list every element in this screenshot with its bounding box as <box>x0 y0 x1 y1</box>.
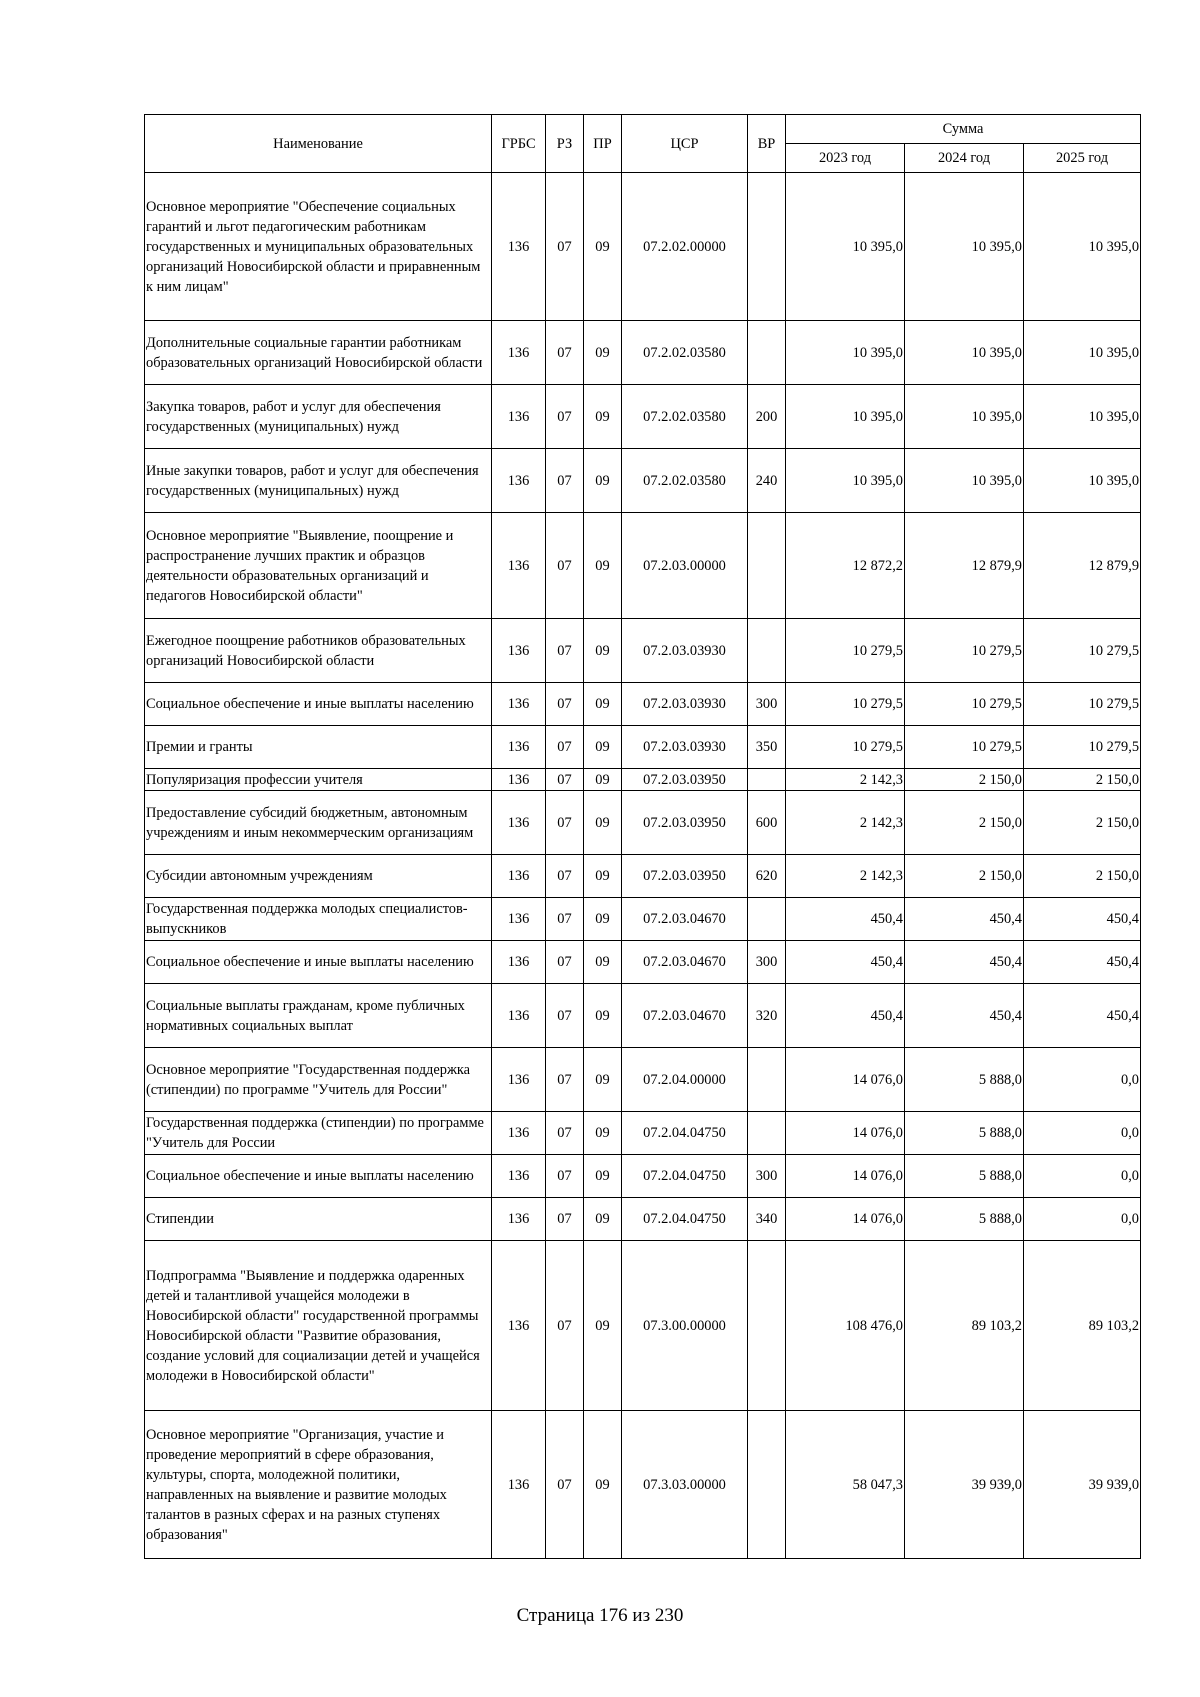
cell-csr: 07.2.02.03580 <box>622 385 748 449</box>
cell-rz: 07 <box>546 321 584 385</box>
cell-vr: 340 <box>748 1198 786 1241</box>
cell-csr: 07.2.03.04670 <box>622 941 748 984</box>
table-row <box>145 898 1141 941</box>
cell-grbs: 136 <box>492 385 546 449</box>
cell-csr: 07.2.03.04670 <box>622 898 748 941</box>
cell-csr: 07.2.02.03580 <box>622 449 748 513</box>
cell-y2025: 2 150,0 <box>1024 855 1141 898</box>
cell-y2024: 12 879,9 <box>905 513 1024 619</box>
cell-rz: 07 <box>546 683 584 726</box>
cell-y2025: 0,0 <box>1024 1048 1141 1112</box>
cell-vr: 350 <box>748 726 786 769</box>
cell-csr: 07.2.03.04670 <box>622 984 748 1048</box>
cell-name: Закупка товаров, работ и услуг для обеспечения государственных (муниципальных) нужд <box>145 385 492 449</box>
cell-y2023: 450,4 <box>786 941 905 984</box>
cell-y2023: 14 076,0 <box>786 1155 905 1198</box>
cell-rz: 07 <box>546 619 584 683</box>
cell-grbs: 136 <box>492 769 546 791</box>
cell-vr: 300 <box>748 941 786 984</box>
cell-pr: 09 <box>584 1241 622 1411</box>
cell-csr: 07.2.02.03580 <box>622 321 748 385</box>
cell-csr: 07.3.03.00000 <box>622 1411 748 1559</box>
cell-name: Субсидии автономным учреждениям <box>145 855 492 898</box>
cell-y2024: 2 150,0 <box>905 855 1024 898</box>
table-row <box>145 321 1141 385</box>
table-row <box>145 1411 1141 1559</box>
cell-pr: 09 <box>584 449 622 513</box>
cell-vr <box>748 321 786 385</box>
cell-pr: 09 <box>584 1112 622 1155</box>
cell-y2024: 5 888,0 <box>905 1155 1024 1198</box>
cell-y2024: 5 888,0 <box>905 1048 1024 1112</box>
cell-y2024: 10 279,5 <box>905 683 1024 726</box>
cell-grbs: 136 <box>492 1112 546 1155</box>
cell-vr <box>748 898 786 941</box>
table-row <box>145 513 1141 619</box>
cell-y2025: 10 395,0 <box>1024 173 1141 321</box>
cell-rz: 07 <box>546 385 584 449</box>
cell-grbs: 136 <box>492 726 546 769</box>
cell-rz: 07 <box>546 1155 584 1198</box>
header-csr: ЦСР <box>622 115 748 173</box>
cell-y2023: 10 395,0 <box>786 449 905 513</box>
header-grbs: ГРБС <box>492 115 546 173</box>
cell-vr <box>748 1048 786 1112</box>
cell-rz: 07 <box>546 726 584 769</box>
cell-y2023: 10 279,5 <box>786 683 905 726</box>
table-row <box>145 173 1141 321</box>
cell-vr <box>748 1112 786 1155</box>
cell-csr: 07.2.03.03950 <box>622 791 748 855</box>
cell-grbs: 136 <box>492 1155 546 1198</box>
cell-grbs: 136 <box>492 984 546 1048</box>
cell-pr: 09 <box>584 726 622 769</box>
cell-rz: 07 <box>546 855 584 898</box>
cell-name: Социальное обеспечение и иные выплаты населению <box>145 683 492 726</box>
cell-y2025: 39 939,0 <box>1024 1411 1141 1559</box>
cell-y2023: 14 076,0 <box>786 1112 905 1155</box>
table-row <box>145 726 1141 769</box>
cell-y2024: 450,4 <box>905 898 1024 941</box>
cell-vr: 600 <box>748 791 786 855</box>
cell-csr: 07.2.03.03930 <box>622 619 748 683</box>
cell-vr <box>748 173 786 321</box>
cell-grbs: 136 <box>492 449 546 513</box>
header-year-2023: 2023 год <box>786 144 905 173</box>
cell-y2025: 10 279,5 <box>1024 683 1141 726</box>
cell-grbs: 136 <box>492 898 546 941</box>
cell-vr <box>748 1241 786 1411</box>
cell-vr <box>748 1411 786 1559</box>
cell-grbs: 136 <box>492 619 546 683</box>
budget-table <box>144 114 1141 1559</box>
cell-csr: 07.2.03.03930 <box>622 726 748 769</box>
cell-y2025: 10 395,0 <box>1024 449 1141 513</box>
cell-csr: 07.2.03.00000 <box>622 513 748 619</box>
cell-pr: 09 <box>584 898 622 941</box>
table-row <box>145 1155 1141 1198</box>
cell-rz: 07 <box>546 791 584 855</box>
table-row <box>145 449 1141 513</box>
cell-name: Основное мероприятие "Государственная поддержка (стипендии) по программе "Учитель для России" <box>145 1048 492 1112</box>
cell-vr <box>748 619 786 683</box>
cell-y2024: 39 939,0 <box>905 1411 1024 1559</box>
cell-vr: 200 <box>748 385 786 449</box>
cell-y2025: 0,0 <box>1024 1112 1141 1155</box>
cell-rz: 07 <box>546 941 584 984</box>
cell-vr <box>748 769 786 791</box>
table-row <box>145 769 1141 791</box>
table-row <box>145 619 1141 683</box>
cell-name: Предоставление субсидий бюджетным, автономным учреждениям и иным некоммерческим организациям <box>145 791 492 855</box>
cell-pr: 09 <box>584 855 622 898</box>
cell-y2023: 2 142,3 <box>786 791 905 855</box>
cell-csr: 07.2.04.00000 <box>622 1048 748 1112</box>
cell-y2023: 2 142,3 <box>786 855 905 898</box>
cell-grbs: 136 <box>492 941 546 984</box>
cell-y2023: 10 279,5 <box>786 619 905 683</box>
cell-y2023: 10 279,5 <box>786 726 905 769</box>
cell-vr: 300 <box>748 1155 786 1198</box>
cell-csr: 07.2.04.04750 <box>622 1112 748 1155</box>
cell-pr: 09 <box>584 385 622 449</box>
cell-vr: 240 <box>748 449 786 513</box>
cell-y2024: 450,4 <box>905 941 1024 984</box>
cell-csr: 07.3.00.00000 <box>622 1241 748 1411</box>
cell-csr: 07.2.02.00000 <box>622 173 748 321</box>
table-body <box>145 173 1141 1559</box>
cell-grbs: 136 <box>492 1411 546 1559</box>
cell-y2025: 450,4 <box>1024 941 1141 984</box>
cell-csr: 07.2.04.04750 <box>622 1198 748 1241</box>
cell-name: Социальное обеспечение и иные выплаты населению <box>145 1155 492 1198</box>
cell-vr: 620 <box>748 855 786 898</box>
cell-name: Ежегодное поощрение работников образовательных организаций Новосибирской области <box>145 619 492 683</box>
page-number: Страница 176 из 230 <box>516 1605 684 1626</box>
cell-grbs: 136 <box>492 513 546 619</box>
cell-y2025: 10 395,0 <box>1024 385 1141 449</box>
header-rz: РЗ <box>546 115 584 173</box>
cell-y2023: 14 076,0 <box>786 1198 905 1241</box>
table-row <box>145 1048 1141 1112</box>
cell-pr: 09 <box>584 984 622 1048</box>
cell-y2024: 5 888,0 <box>905 1198 1024 1241</box>
cell-y2024: 10 395,0 <box>905 449 1024 513</box>
cell-pr: 09 <box>584 769 622 791</box>
cell-rz: 07 <box>546 1198 584 1241</box>
cell-pr: 09 <box>584 321 622 385</box>
cell-rz: 07 <box>546 769 584 791</box>
table-row <box>145 1198 1141 1241</box>
cell-grbs: 136 <box>492 1048 546 1112</box>
cell-y2025: 10 279,5 <box>1024 619 1141 683</box>
cell-y2023: 450,4 <box>786 984 905 1048</box>
cell-pr: 09 <box>584 1155 622 1198</box>
cell-y2023: 58 047,3 <box>786 1411 905 1559</box>
cell-y2024: 10 279,5 <box>905 726 1024 769</box>
cell-grbs: 136 <box>492 683 546 726</box>
cell-y2024: 10 395,0 <box>905 173 1024 321</box>
cell-y2025: 450,4 <box>1024 898 1141 941</box>
header-name: Наименование <box>145 115 492 173</box>
cell-pr: 09 <box>584 513 622 619</box>
cell-vr <box>748 513 786 619</box>
cell-csr: 07.2.03.03950 <box>622 855 748 898</box>
cell-rz: 07 <box>546 1411 584 1559</box>
cell-pr: 09 <box>584 1048 622 1112</box>
cell-pr: 09 <box>584 1411 622 1559</box>
cell-rz: 07 <box>546 513 584 619</box>
cell-y2023: 450,4 <box>786 898 905 941</box>
cell-name: Государственная поддержка молодых специалистов-выпускников <box>145 898 492 941</box>
cell-name: Социальные выплаты гражданам, кроме публичных нормативных социальных выплат <box>145 984 492 1048</box>
cell-grbs: 136 <box>492 173 546 321</box>
cell-name: Дополнительные социальные гарантии работникам образовательных организаций Новосибирской области <box>145 321 492 385</box>
table-row <box>145 1241 1141 1411</box>
cell-y2024: 2 150,0 <box>905 791 1024 855</box>
header-sum: Сумма <box>786 115 1141 144</box>
cell-name: Популяризация профессии учителя <box>145 769 492 791</box>
cell-name: Социальное обеспечение и иные выплаты населению <box>145 941 492 984</box>
cell-name: Государственная поддержка (стипендии) по программе "Учитель для России <box>145 1112 492 1155</box>
cell-y2025: 89 103,2 <box>1024 1241 1141 1411</box>
cell-grbs: 136 <box>492 791 546 855</box>
cell-vr: 320 <box>748 984 786 1048</box>
cell-grbs: 136 <box>492 1241 546 1411</box>
cell-csr: 07.2.03.03930 <box>622 683 748 726</box>
cell-grbs: 136 <box>492 321 546 385</box>
cell-y2023: 10 395,0 <box>786 385 905 449</box>
table-row <box>145 385 1141 449</box>
cell-csr: 07.2.03.03950 <box>622 769 748 791</box>
cell-name: Стипендии <box>145 1198 492 1241</box>
cell-y2025: 10 279,5 <box>1024 726 1141 769</box>
cell-rz: 07 <box>546 449 584 513</box>
cell-y2025: 450,4 <box>1024 984 1141 1048</box>
cell-y2023: 2 142,3 <box>786 769 905 791</box>
cell-y2024: 5 888,0 <box>905 1112 1024 1155</box>
cell-name: Основное мероприятие "Обеспечение социальных гарантий и льгот педагогическим работникам государственных и муниципальных образовательных организаций Новосибирской области и приравненным к ним лицам" <box>145 173 492 321</box>
cell-grbs: 136 <box>492 1198 546 1241</box>
cell-name: Основное мероприятие "Выявление, поощрение и распространение лучших практик и образцов деятельности образовательных организаций и педагогов Новосибирской области" <box>145 513 492 619</box>
cell-y2024: 10 395,0 <box>905 321 1024 385</box>
cell-y2024: 10 279,5 <box>905 619 1024 683</box>
table-row <box>145 1112 1141 1155</box>
header-year-2025: 2025 год <box>1024 144 1141 173</box>
cell-rz: 07 <box>546 1048 584 1112</box>
cell-pr: 09 <box>584 941 622 984</box>
table-row <box>145 941 1141 984</box>
table-row <box>145 791 1141 855</box>
cell-pr: 09 <box>584 1198 622 1241</box>
cell-y2025: 2 150,0 <box>1024 791 1141 855</box>
cell-y2025: 2 150,0 <box>1024 769 1141 791</box>
cell-y2025: 0,0 <box>1024 1155 1141 1198</box>
cell-pr: 09 <box>584 791 622 855</box>
cell-name: Иные закупки товаров, работ и услуг для обеспечения государственных (муниципальных) нужд <box>145 449 492 513</box>
table-row <box>145 855 1141 898</box>
cell-rz: 07 <box>546 173 584 321</box>
cell-pr: 09 <box>584 683 622 726</box>
table-row <box>145 984 1141 1048</box>
cell-rz: 07 <box>546 898 584 941</box>
cell-vr: 300 <box>748 683 786 726</box>
cell-y2024: 89 103,2 <box>905 1241 1024 1411</box>
cell-grbs: 136 <box>492 855 546 898</box>
cell-y2025: 0,0 <box>1024 1198 1141 1241</box>
cell-y2024: 450,4 <box>905 984 1024 1048</box>
cell-pr: 09 <box>584 173 622 321</box>
cell-y2025: 12 879,9 <box>1024 513 1141 619</box>
cell-y2023: 12 872,2 <box>786 513 905 619</box>
cell-rz: 07 <box>546 1241 584 1411</box>
cell-rz: 07 <box>546 984 584 1048</box>
cell-rz: 07 <box>546 1112 584 1155</box>
cell-y2024: 2 150,0 <box>905 769 1024 791</box>
cell-y2023: 10 395,0 <box>786 321 905 385</box>
cell-y2023: 14 076,0 <box>786 1048 905 1112</box>
cell-name: Премии и гранты <box>145 726 492 769</box>
cell-y2023: 108 476,0 <box>786 1241 905 1411</box>
cell-y2025: 10 395,0 <box>1024 321 1141 385</box>
cell-name: Подпрограмма "Выявление и поддержка одаренных детей и талантливой учащейся молодежи в Новосибирской области" государственной программы Новосибирской области "Развитие образования, создание условий для социализации детей и учащейся молодежи в Новосибирской области" <box>145 1241 492 1411</box>
header-vr: ВР <box>748 115 786 173</box>
table-row <box>145 683 1141 726</box>
cell-csr: 07.2.04.04750 <box>622 1155 748 1198</box>
header-year-2024: 2024 год <box>905 144 1024 173</box>
cell-name: Основное мероприятие "Организация, участие и проведение мероприятий в сфере образования, культуры, спорта, молодежной политики, направленных на выявление и развитие молодых талантов в разных сферах и на разных ступенях образования" <box>145 1411 492 1559</box>
cell-y2024: 10 395,0 <box>905 385 1024 449</box>
cell-y2023: 10 395,0 <box>786 173 905 321</box>
header-pr: ПР <box>584 115 622 173</box>
cell-pr: 09 <box>584 619 622 683</box>
